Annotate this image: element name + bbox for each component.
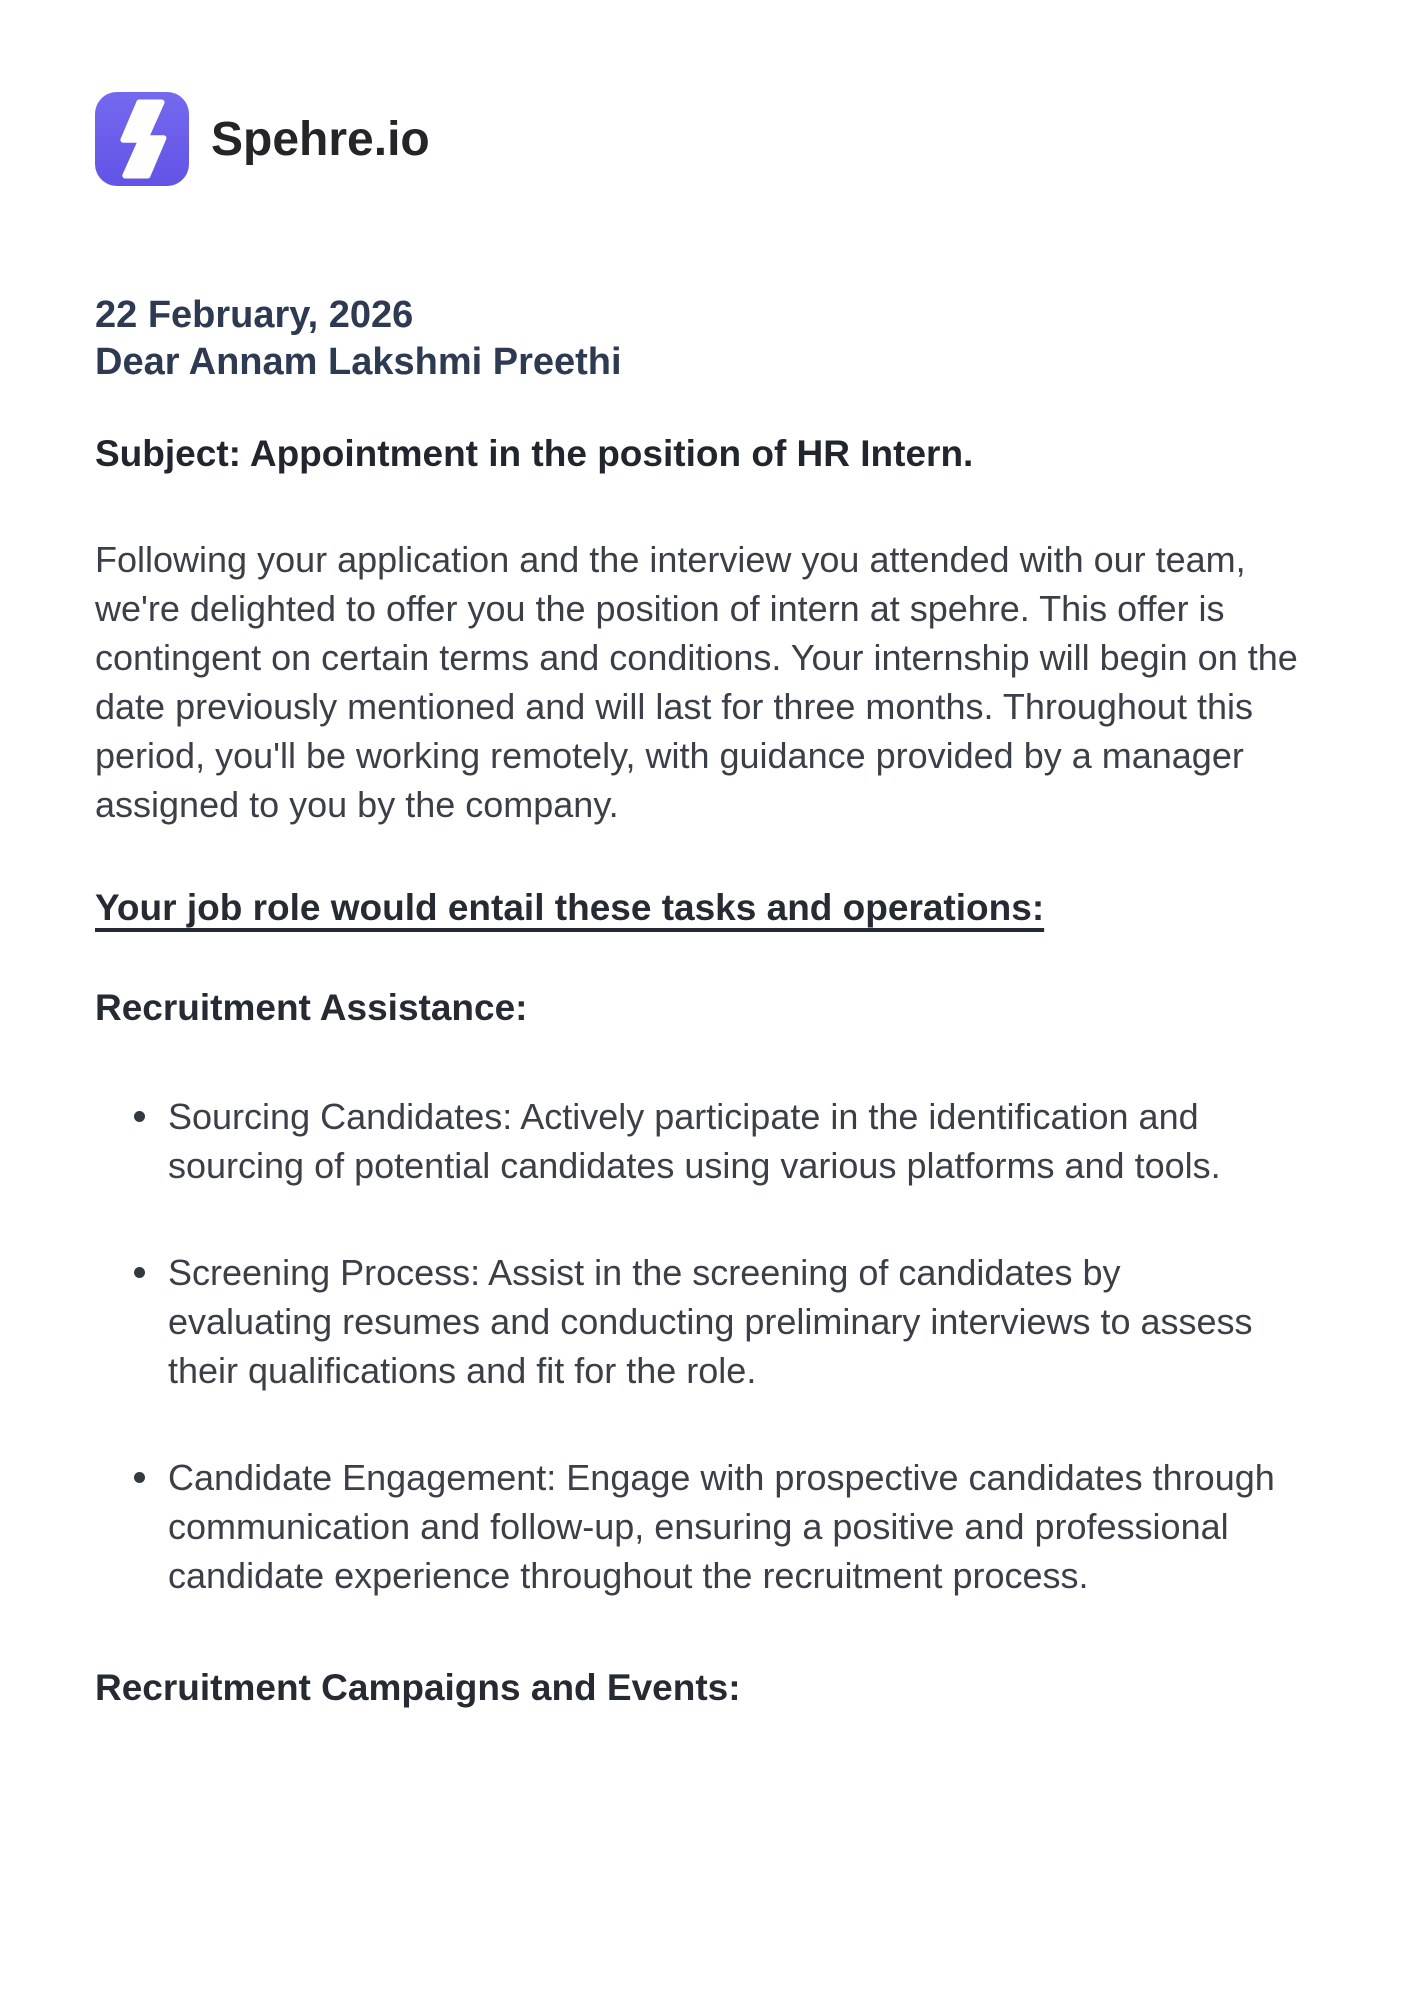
section-title-recruitment-campaigns: Recruitment Campaigns and Events: [95,1667,741,1708]
brand-header [95,0,1334,186]
list-item [95,1248,1288,1395]
letter-date-block [95,292,1334,386]
intro-paragraph: Following your application and the interview you attended with our team, we're delighted to offer you the position of intern at spehre. This offer is contingent on certain terms and conditions. Your internship will begin on the date previously mentioned and will last for three months. Throughout this period, you'll be working remotely, with guidance provided by a manager assigned to you by the company. [95,539,1298,825]
list-item-text: Sourcing Candidates: Actively participate in the identification and sourcing of potential candidates using various platforms and tools. [168,1096,1221,1186]
list-item [95,1092,1288,1190]
bullet-icon [134,1111,145,1122]
recruitment-assistance-list [95,1092,1334,1600]
subject-line: Subject: Appointment in the position of HR Intern. [95,433,974,474]
list-item [95,1453,1288,1600]
letter-date: 22 February, 2026 [95,294,414,336]
bullet-icon [134,1472,145,1483]
list-item-text: Screening Process: Assist in the screening of candidates by evaluating resumes and conducting preliminary interviews to assess their qualifications and fit for the role. [168,1252,1253,1391]
brand-wordmark: Spehre.io [211,112,430,166]
bullet-icon [134,1267,145,1278]
tasks-heading: Your job role would entail these tasks and operations: [95,887,1045,928]
spehre-logo [95,92,189,186]
section-title-recruitment-assistance: Recruitment Assistance: [95,987,528,1028]
salutation: Dear Annam Lakshmi Preethi [95,341,622,383]
list-item-text: Candidate Engagement: Engage with prospective candidates through communication and follow-up, ensuring a positive and professional candidate experience throughout the recruitment process. [168,1457,1275,1596]
lightning-s-icon [95,92,189,186]
